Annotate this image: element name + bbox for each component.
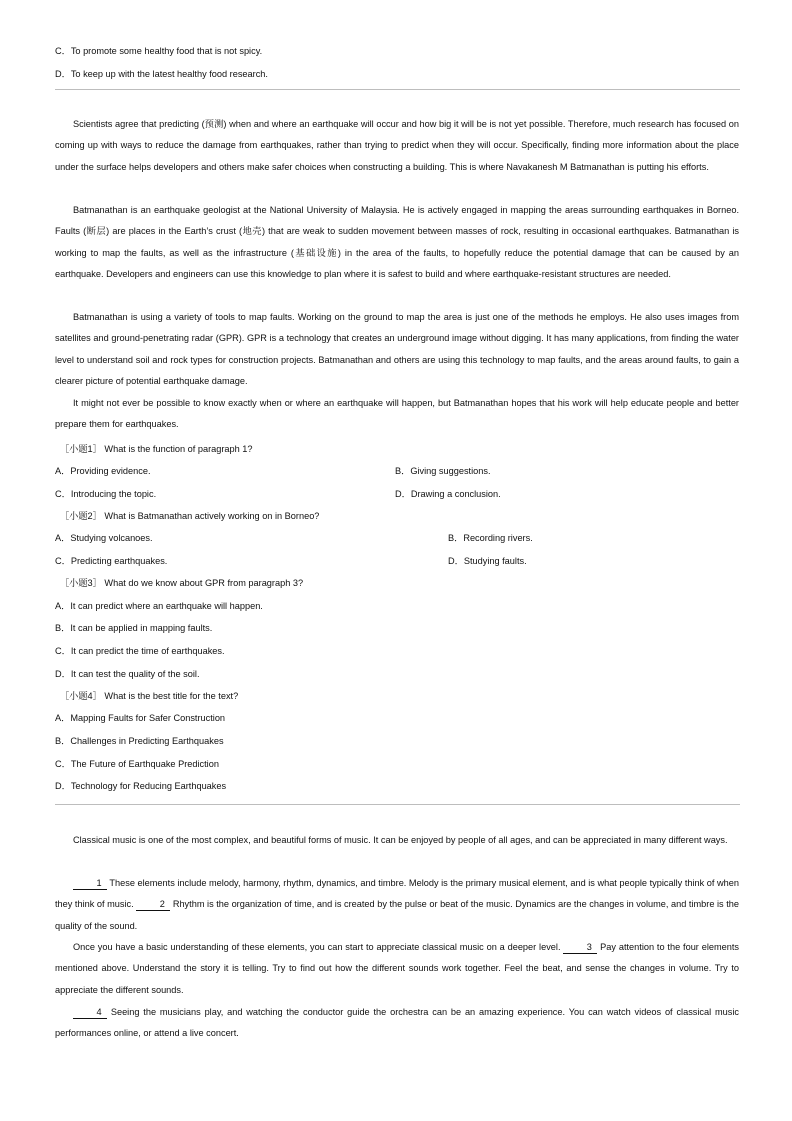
question-1-option-d[interactable]: D．Drawing a conclusion.: [395, 489, 501, 499]
passage1-paragraph-1: Scientists agree that predicting (预测) when and where an earthquake will occur and how big it will be is not yet possible. Therefore, much research has focused on coming up with ways to reduce the damage from earthquakes, rather than trying to predict when they will occur. Specifically, finding more information about the place under the surface helps developers and others make safer choices when constructing a building. This is where Navakanesh M Batmanathan is putting his efforts.: [55, 119, 739, 172]
question-4-stem: ［小题4］ What is the best title for the text?: [60, 691, 239, 701]
prev-option-c: C．To promote some healthy food that is not spicy.: [55, 46, 263, 56]
passage2-paragraph-1: Classical music is one of the most complex, and beautiful forms of music. It can be enjoyed by people of all ages, and can be appreciated in many different ways.: [73, 835, 728, 845]
question-4-option-c[interactable]: C．The Future of Earthquake Prediction: [55, 759, 219, 769]
blank-4[interactable]: 4: [73, 1007, 107, 1019]
section-divider: [55, 804, 740, 805]
question-4-option-a[interactable]: A．Mapping Faults for Safer Construction: [55, 713, 226, 723]
question-3-stem: ［小题3］ What do we know about GPR from paragraph 3?: [60, 578, 304, 588]
question-4-option-d[interactable]: D．Technology for Reducing Earthquakes: [55, 781, 227, 791]
blank-2[interactable]: 2: [136, 899, 170, 911]
section-divider: [55, 89, 740, 90]
question-3-option-c[interactable]: C．It can predict the time of earthquakes.: [55, 646, 225, 656]
passage1-paragraph-2: Batmanathan is an earthquake geologist at the National University of Malaysia. He is actively engaged in mapping the areas surrounding earthquakes in Borneo. Faults (断层) are places in the Earth’s crust (地壳) that are weak to sudden movement between masses of rock, resulting in occasional earthquakes. Batmanathan is working to map the faults, as well as the infrastructure (基础设施) in the area of the faults, to hopefully reduce the potential damage that can be caused by an earthquake. Developers and engineers can use this knowledge to plan where it is safest to build and where earthquake-resistant structures are needed.: [55, 205, 739, 280]
passage2-paragraph-2: 1 These elements include melody, harmony, rhythm, dynamics, and timbre. Melody is the primary musical element, and is what people typically think of when they think of music. 2 Rhythm is the organization of time, and is created by the pulse or beat of the music. Dynamics are the changes in volume, and timbre is the quality of the sound.: [55, 878, 739, 931]
prev-option-d: D．To keep up with the latest healthy food research.: [55, 69, 268, 79]
question-2-option-a[interactable]: A．Studying volcanoes.: [55, 533, 153, 543]
blank-1[interactable]: 1: [73, 878, 107, 890]
blank-3[interactable]: 3: [563, 942, 597, 954]
question-3-option-a[interactable]: A．It can predict where an earthquake will happen.: [55, 601, 263, 611]
passage1-paragraph-3: Batmanathan is using a variety of tools to map faults. Working on the ground to map the area is just one of the methods he employs. He also uses images from satellites and ground-penetrating radar (GPR). GPR is a technology that creates an underground image without digging. It has many applications, from finding the water level to understand soil and rock types for construction projects. Batmanathan and others are using this technology to map faults, and the areas around faults, to gain a clearer picture of potential earthquake damage.: [55, 312, 739, 387]
passage1-paragraph-4: It might not ever be possible to know exactly when or where an earthquake will happen, but Batmanathan hopes that his work will help educate people and better prepare them for earthquakes.: [55, 398, 739, 430]
question-2-option-c[interactable]: C．Predicting earthquakes.: [55, 556, 168, 566]
passage2-paragraph-3: Once you have a basic understanding of these elements, you can start to appreciate classical music on a deeper level. 3 Pay attention to the four elements mentioned above. Understand the story it is telling. Try to find out how the different sounds work together. Feel the beat, and sense the changes in volume. Try to appreciate the different sounds.: [55, 942, 739, 995]
passage2-paragraph-4: 4 Seeing the musicians play, and watching the conductor guide the orchestra can be an amazing experience. You can watch videos of classical music performances online, or attend a live concert.: [55, 1007, 739, 1039]
question-3-option-b[interactable]: B．It can be applied in mapping faults.: [55, 623, 213, 633]
question-2-stem: ［小题2］ What is Batmanathan actively working on in Borneo?: [60, 511, 320, 521]
question-3-option-d[interactable]: D．It can test the quality of the soil.: [55, 669, 200, 679]
question-1-stem: ［小题1］ What is the function of paragraph 1?: [60, 444, 253, 454]
question-1-option-c[interactable]: C．Introducing the topic.: [55, 489, 157, 499]
question-2-option-d[interactable]: D．Studying faults.: [448, 556, 527, 566]
question-1-option-a[interactable]: A．Providing evidence.: [55, 466, 151, 476]
question-1-option-b[interactable]: B．Giving suggestions.: [395, 466, 491, 476]
question-4-option-b[interactable]: B．Challenges in Predicting Earthquakes: [55, 736, 224, 746]
question-2-option-b[interactable]: B．Recording rivers.: [448, 533, 533, 543]
